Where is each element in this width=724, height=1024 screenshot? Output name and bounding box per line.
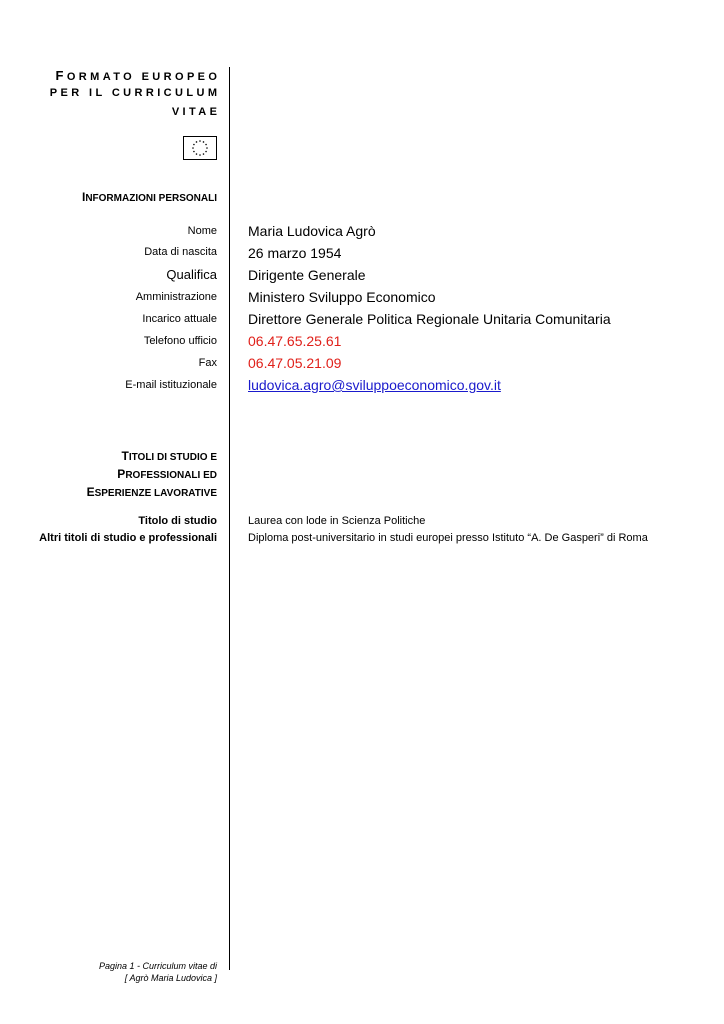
email-link[interactable]: ludovica.agro@sviluppoeconomico.gov.it [248, 377, 501, 393]
value-titolo-studio: Laurea con lode in Scienza Politiche [248, 515, 426, 527]
eu-star-icon [205, 144, 207, 146]
section-heading-education-line3: ESPERIENZE LAVORATIVE [86, 485, 217, 499]
value-telefono[interactable]: 06.47.65.25.61 [248, 333, 342, 349]
label-data-nascita: Data di nascita [144, 246, 217, 258]
page-footer [99, 960, 217, 984]
label-nome: Nome [187, 225, 217, 237]
eu-star-icon [192, 147, 194, 149]
title-text-3: VITAE [171, 106, 221, 118]
footer-line-2: [ Agrò Maria Ludovica ] [124, 973, 217, 983]
eu-star-icon [203, 141, 205, 143]
eu-stars-icon [184, 137, 216, 159]
value-amministrazione: Ministero Sviluppo Economico [248, 289, 436, 305]
eu-star-icon [196, 153, 198, 155]
value-incarico: Direttore Generale Politica Regionale Unitaria Comunitaria [248, 311, 611, 327]
section-heading-education [87, 448, 217, 502]
title-line-2 [50, 87, 221, 99]
label-titolo-studio: Titolo di studio [138, 515, 217, 527]
section-heading-personal-text: INFORMAZIONI PERSONALI [81, 190, 217, 204]
title-text-2: PER IL CURRICULUM [49, 87, 221, 99]
value-qualifica: Dirigente Generale [248, 267, 366, 283]
eu-star-icon [205, 151, 207, 153]
eu-star-icon [203, 153, 205, 155]
eu-flag-icon [183, 136, 217, 160]
title-line-3 [172, 106, 221, 118]
eu-star-icon [196, 141, 198, 143]
eu-star-icon [193, 151, 195, 153]
label-fax: Fax [198, 357, 217, 369]
section-heading-education-line2: PROFESSIONALI ED [117, 467, 217, 481]
section-heading-personal [82, 189, 217, 207]
label-incarico: Incarico attuale [142, 313, 217, 325]
label-amministrazione: Amministrazione [135, 291, 217, 303]
eu-star-icon [199, 140, 201, 142]
label-altri-titoli: Altri titoli di studio e professionali [39, 532, 217, 544]
value-altri-titoli: Diploma post-universitario in studi europei presso Istituto “A. De Gasperi” di Roma [248, 532, 648, 544]
eu-star-icon [206, 147, 208, 149]
eu-star-icon [193, 144, 195, 146]
value-nome: Maria Ludovica Agrò [248, 223, 376, 239]
eu-star-icon [199, 154, 201, 156]
section-heading-education-line1: TITOLI DI STUDIO E [121, 449, 217, 463]
label-qualifica: Qualifica [166, 267, 217, 282]
label-email: E-mail istituzionale [125, 379, 217, 391]
title-text-1: FORMATO EUROPEO [55, 68, 221, 83]
column-divider [229, 67, 230, 970]
label-telefono: Telefono ufficio [143, 335, 217, 347]
title-line-1 [56, 68, 221, 83]
value-fax[interactable]: 06.47.05.21.09 [248, 355, 342, 371]
value-data-nascita: 26 marzo 1954 [248, 245, 342, 261]
footer-line-1: Pagina 1 - Curriculum vitae di [98, 961, 217, 971]
